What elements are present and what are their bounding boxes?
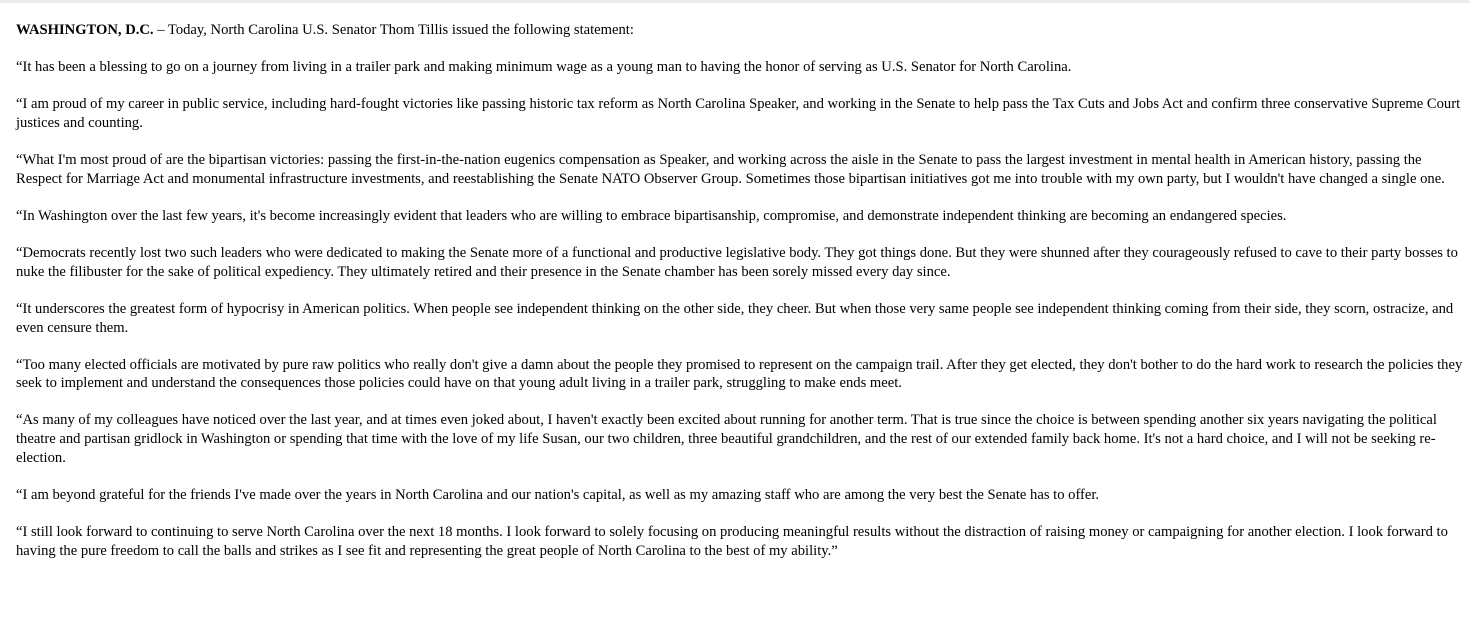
statement-paragraph-9: “I am beyond grateful for the friends I've made over the years in North Carolina and our nation's capital, as well as my amazing staff who are among the very best the Senate has to offer.	[16, 486, 1100, 503]
lead-text: – Today, North Carolina U.S. Senator Thom Tillis issued the following statement:	[153, 22, 634, 38]
lead-paragraph	[16, 21, 1464, 40]
statement-paragraph-2: “I am proud of my career in public service, including hard-fought victories like passing historic tax reform as North Carolina Speaker, and working in the Senate to help pass the Tax Cuts and Jobs Act and confirm three conservative Supreme Court justices and counting.	[16, 96, 1461, 131]
statement-paragraph-4: “In Washington over the last few years, it's become increasingly evident that leaders who are willing to embrace bipartisanship, compromise, and demonstrate independent thinking are becoming an endangered species.	[16, 207, 1287, 224]
top-divider	[0, 0, 1470, 3]
statement-paragraph-10: “I still look forward to continuing to serve North Carolina over the next 18 months. I look forward to solely focusing on producing meaningful results without the distraction of raising money or campaigning for another election. I look forward to having the pure freedom to call the balls and strikes as I see fit and representing the great people of North Carolina to the best of my ability.”	[16, 524, 1448, 559]
dateline: WASHINGTON, D.C.	[16, 22, 154, 38]
statement-paragraph-6: “It underscores the greatest form of hypocrisy in American politics. When people see independent thinking on the other side, they cheer. But when those very same people see independent thinking coming from their side, they scorn, ostracize, and even censure them.	[16, 300, 1454, 336]
statement-paragraph-5: “Democrats recently lost two such leaders who were dedicated to making the Senate more of a functional and productive legislative body. They got things done. But they were shunned after they courageously refused to cave to their party bosses to nuke the filibuster for the sake of political expediency. They ultimately retired and their presence in the Senate chamber has been sorely missed every day since.	[16, 245, 1458, 280]
statement-paragraph-3: “What I'm most proud of are the bipartisan victories: passing the first-in-the-nation eugenics compensation as Speaker, and working across the aisle in the Senate to pass the largest investment in mental health in American history, passing the Respect for Marriage Act and monumental infrastructure investments, and reestablishing the Senate NATO Observer Group. Sometimes those bipartisan initiatives got me into trouble with my own party, but I wouldn't have changed a single one.	[16, 152, 1445, 187]
press-release-body	[16, 21, 1464, 579]
statement-paragraph-1: “It has been a blessing to go on a journey from living in a trailer park and making minimum wage as a young man to having the honor of serving as U.S. Senator for North Carolina.	[16, 59, 1072, 76]
statement-paragraph-8: “As many of my colleagues have noticed over the last year, and at times even joked about, I haven't exactly been excited about running for another term. That is true since the choice is between spending another six years navigating the political theatre and partisan gridlock in Washington or spending that time with the love of my life Susan, our two children, three beautiful grandchildren, and the rest of our extended family back home. It's not a hard choice, and I will not be seeking re-election.	[16, 412, 1437, 466]
statement-paragraph-7: “Too many elected officials are motivated by pure raw politics who really don't give a damn about the people they promised to represent on the campaign trail. After they get elected, they don't bother to do the hard work to research the policies they seek to implement and understand the consequences those policies could have on that young adult living in a trailer park, struggling to make ends meet.	[16, 356, 1463, 392]
